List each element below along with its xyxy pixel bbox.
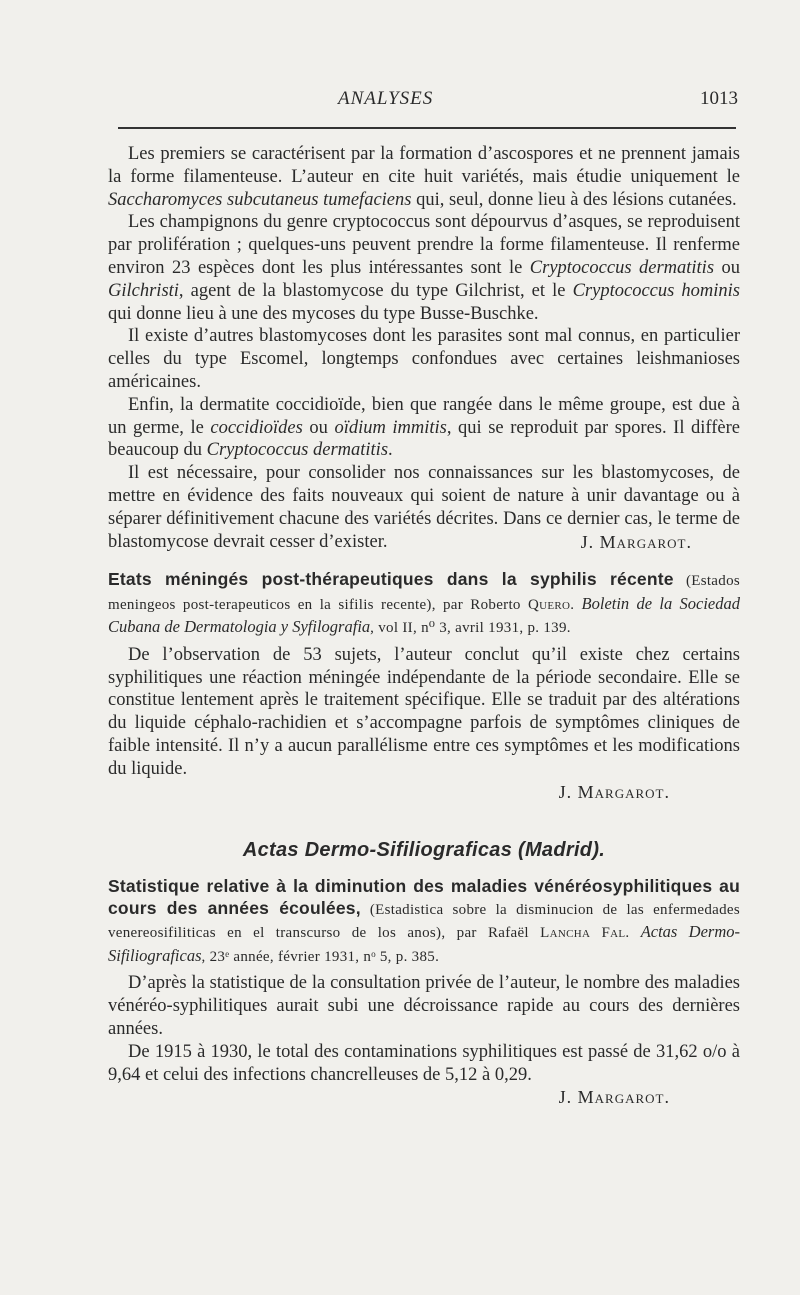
author-signature: J. Margarot. <box>558 1087 670 1108</box>
article-heading: Etats méningés post-thérapeutiques dans la syphilis récente (Estados meningeos post-terapeuticos en la sifilis recente), par Roberto Quero. Boletin de la Sociedad Cubana de Dermatologia y Syfilografia, vol II, n⁰ 3, avril 1931, p. 139. <box>108 569 741 637</box>
journal-name: Boletin de la Sociedad Cubana de Dermatologia y Syfilografia <box>108 593 740 637</box>
running-title: ANALYSES <box>338 88 434 109</box>
article-title: Etats méningés post-thérapeutiques dans la syphilis récente <box>108 569 674 590</box>
paragraph: Enfin, la dermatite coccidioïde, bien que rangée dans le même groupe, est due à un germe, le coccidioïdes ou oïdium immitis, qui se reproduit par spores. Il diffère beaucoup du Cryptococcus dermatitis. <box>108 394 740 461</box>
paragraph: De 1915 à 1930, le total des contaminations syphilitiques est passé de 31,62 o/o à 9,64 et celui des infections chancrelleuses de 5,12 à 0,29. <box>108 1041 740 1085</box>
paragraph: Il est nécessaire, pour consolider nos connaissances sur les blastomycoses, de mettre en évidence des faits nouveaux qui soient de nature à unir davantage ou à séparer définitivement chacune des variétés décrites. Dans ce dernier cas, le terme de blastomycose devrait cesser d’exister. <box>108 463 740 552</box>
author-signature: J. Margarot. <box>580 531 692 552</box>
author-signature: J. Margarot. <box>558 781 670 802</box>
article-heading: Statistique relative à la diminution des maladies vénéréosyphilitiques au cours des années écoulées, (Estadistica sobre la disminucion de las enfermedades venereosifiliticas en el transcurso de los anos), par Rafaël Lancha Fal. Actas Dermo-Sifiliograficas, 23ᵉ année, février 1931, nᵒ 5, p. 385. <box>108 876 740 965</box>
running-head <box>0 88 800 114</box>
page-number: 1013 <box>700 88 738 109</box>
paragraph: D’après la statistique de la consultation privée de l’auteur, le nombre des maladies vénéréo-syphilitiques aurait subi une décroissance rapide au cours des dernières années. <box>108 973 740 1040</box>
article-author: Lancha Fal <box>540 925 626 942</box>
header-rule <box>118 127 736 129</box>
paragraph: Les premiers se caractérisent par la formation d’ascospores et ne prennent jamais la forme filamenteuse. L’auteur en cite huit variétés, mais étudie uniquement le Saccharomyces subcutaneus tumefaciens qui, seul, donne lieu à des lésions cutanées. <box>108 144 740 210</box>
paragraph: De l’observation de 53 sujets, l’auteur conclut qu’il existe chez certains syphilitiques une réaction méningée indépendante de la période secondaire. Elle se constitue lentement après le traitement spécifique. Elle se traduit par des altérations du liquide céphalo-rachidien et s’accompagne parfois de symptômes cliniques de faible intensité. Il n’y a aucun parallélisme entre ces symptômes et les modifications du liquide. <box>108 644 740 779</box>
page-body <box>108 143 740 1109</box>
journal-name: Actas Dermo-Sifiliograficas <box>108 922 740 965</box>
section-title: Actas Dermo-Sifiliograficas (Madrid). <box>242 839 606 862</box>
paragraph: Les champignons du genre cryptococcus sont dépourvus d’asques, se reproduisent par prolifération ; quelques-uns peuvent prendre la forme filamenteuse. Il renferme environ 23 espèces dont les plus intéressantes sont le Cryptococcus dermatitis ou Gilchristi, agent de la blastomycose du type Gilchrist, et le Cryptococcus hominis qui donne lieu à une des mycoses du type Busse-Buschke. <box>108 212 741 324</box>
article-title: Statistique relative à la diminution des maladies vénéréosyphilitiques au cours des années écoulées, <box>108 876 740 918</box>
article-author: Quero <box>527 596 571 613</box>
paragraph: Il existe d’autres blastomycoses dont les parasites sont mal connus, en particulier celles du type Escomel, longtemps confondues avec certaines leishmanioses américaines. <box>108 326 740 392</box>
